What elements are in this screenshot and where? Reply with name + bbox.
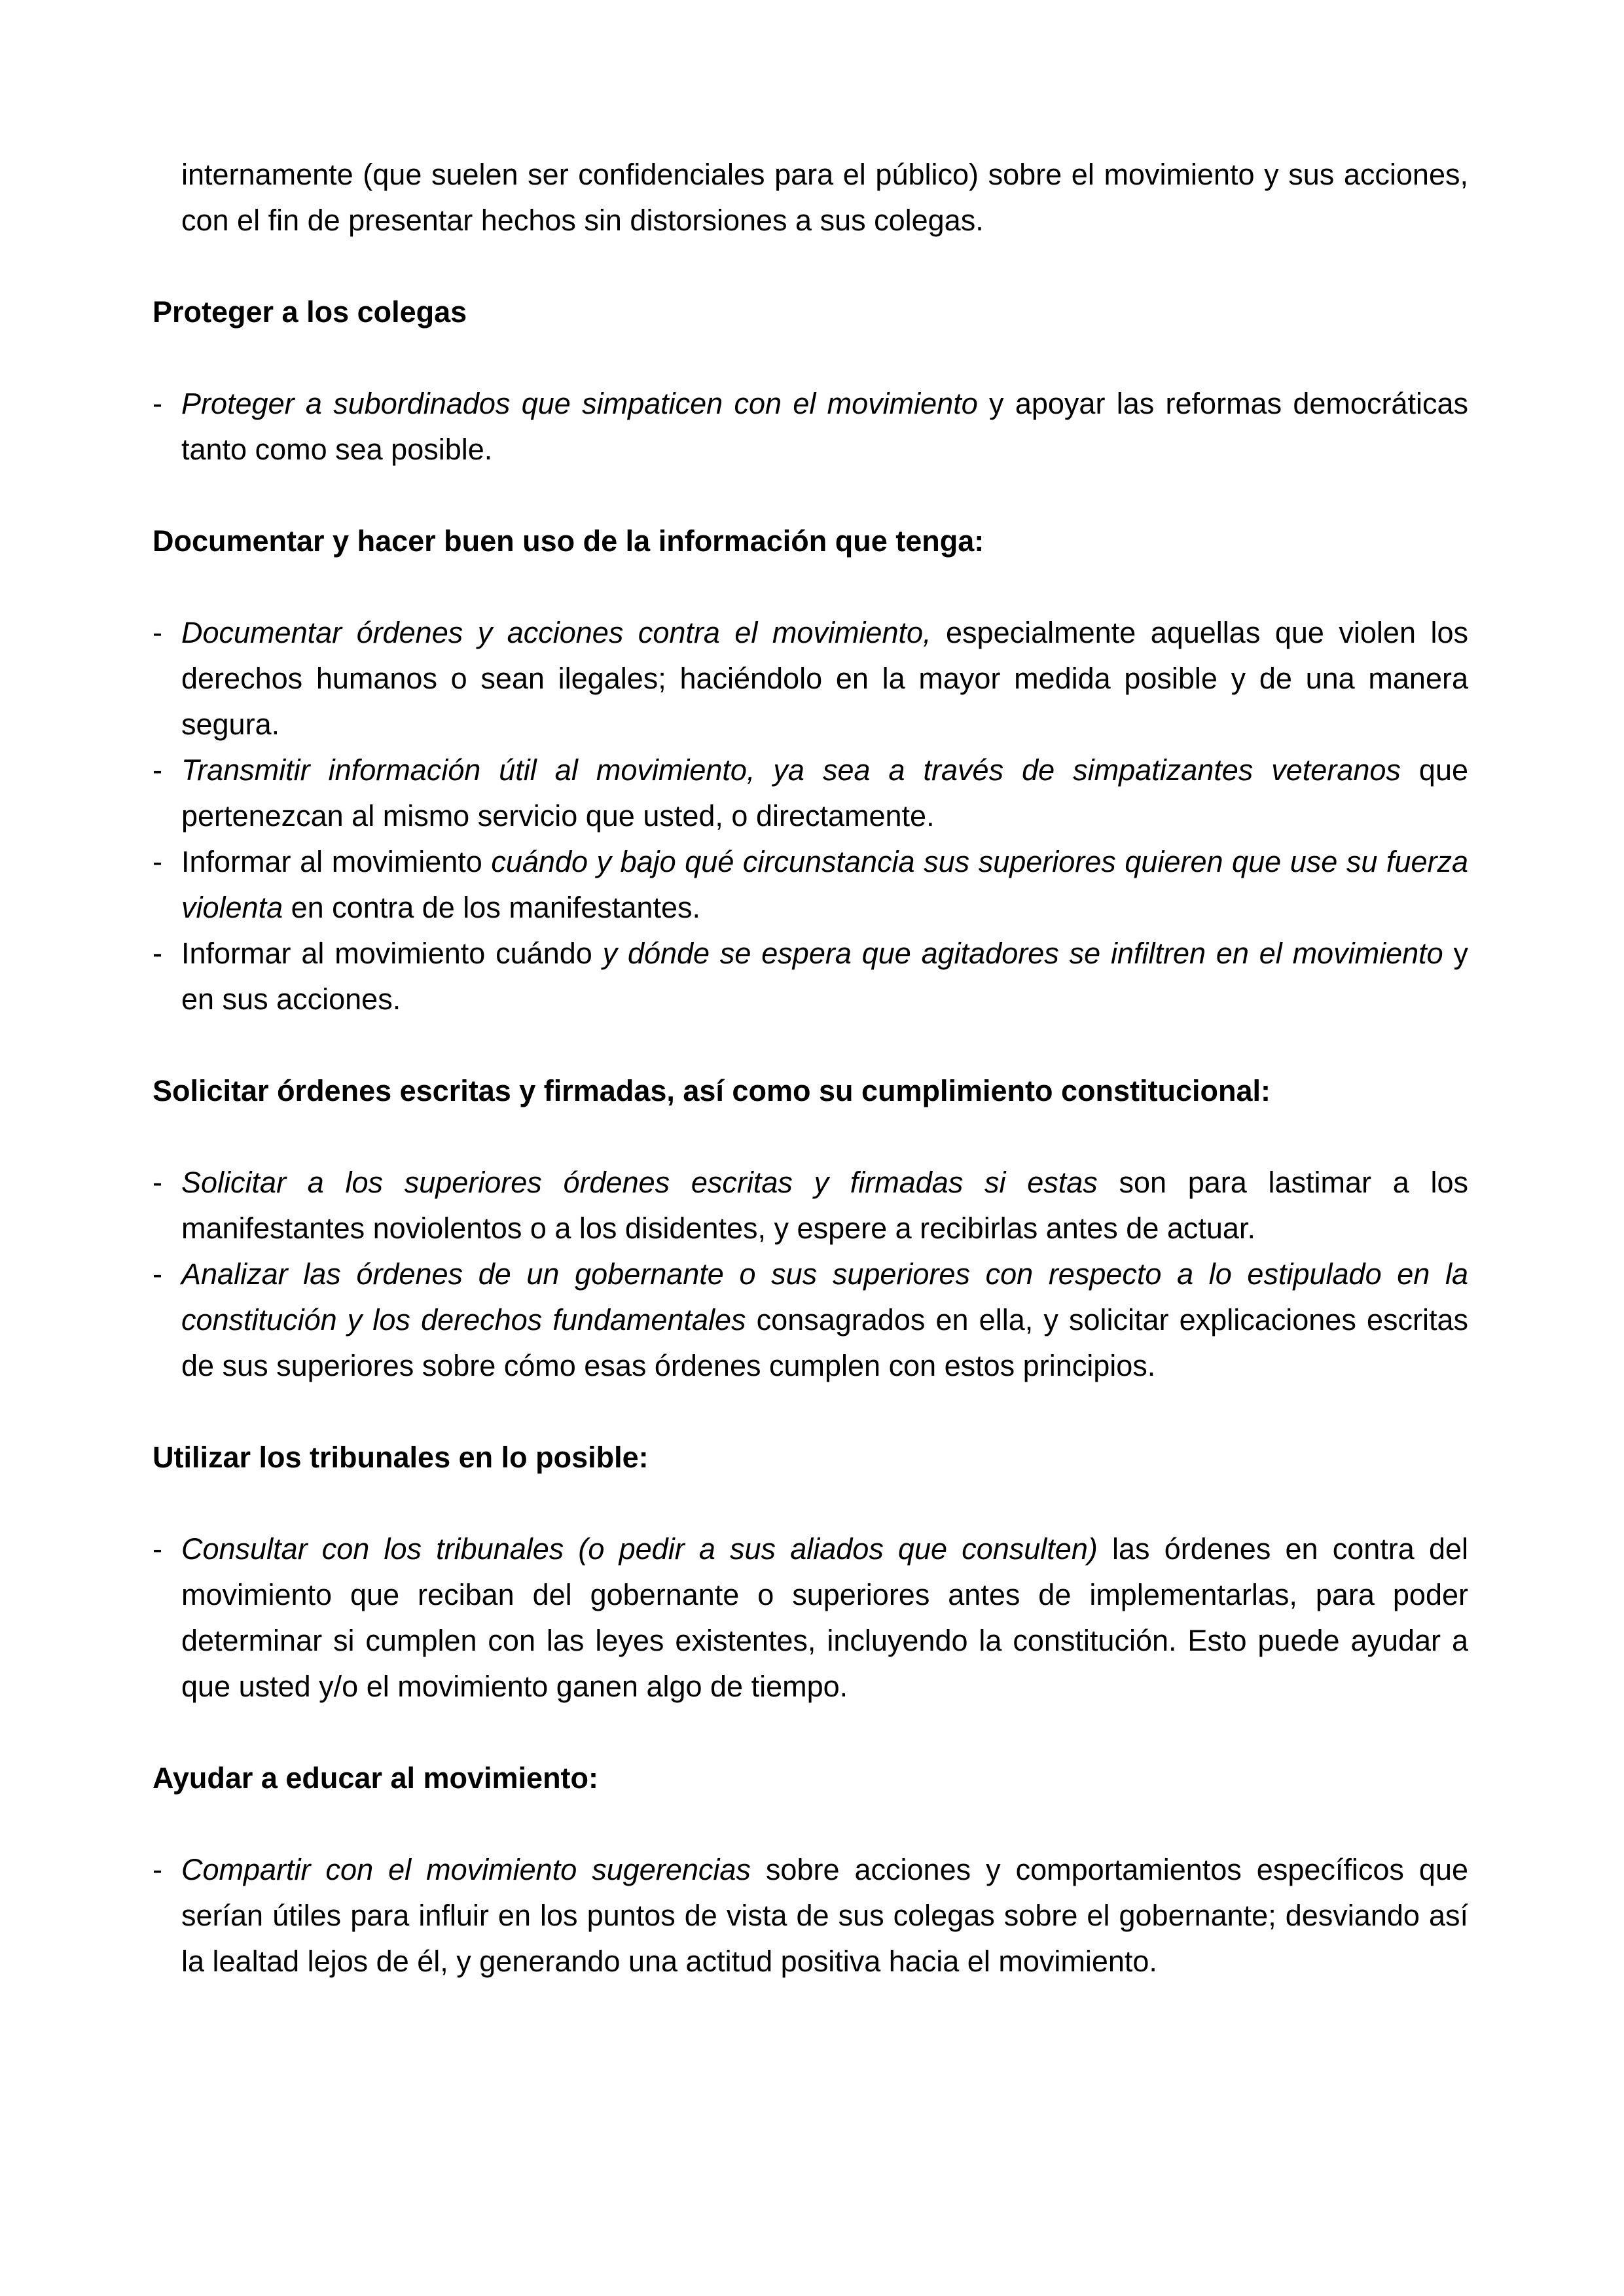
text-run: son para lastimar a los manifestantes noviolentos o a los disidentes, y espere a recibirlas antes de actuar. xyxy=(181,1166,1468,1245)
section-heading: Ayudar a educar al movimiento: xyxy=(153,1761,599,1795)
list-item-text xyxy=(181,1853,1468,1978)
list-item-text xyxy=(181,1166,1468,1245)
list-item-text xyxy=(181,1257,1468,1382)
text-run-italic: Consultar con los tribunales (o pedir a sus aliados que consulten) xyxy=(181,1532,1098,1566)
list-item xyxy=(153,1526,1468,1710)
list-item xyxy=(153,931,1468,1022)
text-run-italic: Compartir con el movimiento sugerencias xyxy=(181,1853,751,1886)
list-item-text xyxy=(181,387,1468,466)
section-heading: Solicitar órdenes escritas y firmadas, así como su cumplimiento constitucional: xyxy=(153,1074,1271,1107)
bullet-dash: - xyxy=(153,387,162,420)
list-item xyxy=(153,747,1468,839)
section-heading: Documentar y hacer buen uso de la información que tenga: xyxy=(153,524,984,558)
list-item xyxy=(153,1847,1468,1984)
list-item xyxy=(153,1160,1468,1251)
text-run: Informar al movimiento xyxy=(181,845,492,878)
bullet-dash: - xyxy=(153,616,162,649)
section-heading: Proteger a los colegas xyxy=(153,295,467,329)
bullet-list xyxy=(153,610,1468,1022)
bullet-list xyxy=(153,1526,1468,1710)
bullet-dash: - xyxy=(153,1853,162,1886)
text-run: y en sus acciones. xyxy=(181,937,1468,1016)
bullet-dash: - xyxy=(153,1257,162,1291)
bullet-list xyxy=(153,1160,1468,1389)
text-run: y apoyar las reformas democráticas tanto como sea posible. xyxy=(181,387,1468,466)
bullet-list xyxy=(153,381,1468,473)
document-body xyxy=(153,152,1468,2030)
list-item xyxy=(153,381,1468,473)
text-run-italic: y dónde se espera que agitadores se infiltren en el movimiento xyxy=(602,937,1443,970)
text-run: las órdenes en contra del movimiento que reciban del gobernante o superiores antes de implementarlas, para poder determinar si cumplen con las leyes existentes, incluyendo la constitución. Esto puede ayudar a que usted y/o el movimiento ganen algo de tiempo. xyxy=(181,1532,1468,1703)
text-run-italic: Documentar órdenes y acciones contra el movimiento, xyxy=(181,616,931,649)
text-run: internamente (que suelen ser confidenciales para el público) sobre el movimiento y sus acciones, con el fin de presentar hechos sin distorsiones a sus colegas. xyxy=(181,158,1468,237)
text-run: consagrados en ella, y solicitar explicaciones escritas de sus superiores sobre cómo esas órdenes cumplen con estos principios. xyxy=(181,1303,1468,1382)
paragraph xyxy=(181,152,1468,243)
list-item-text xyxy=(181,753,1468,833)
bullet-dash: - xyxy=(153,845,162,878)
text-run: especialmente aquellas que violen los derechos humanos o sean ilegales; haciéndolo en la mayor medida posible y de una manera segura. xyxy=(181,616,1469,741)
text-run: Informar al movimiento cuándo xyxy=(181,937,603,970)
text-run-italic: Analizar las órdenes de un gobernante o sus superiores con respecto a lo estipulado en la constitución y los derechos fundamentales xyxy=(181,1257,1468,1336)
text-run: sobre acciones y comportamientos específicos que serían útiles para influir en los puntos de vista de sus colegas sobre el gobernante; desviando así la lealtad lejos de él, y generando una actitud positiva hacia el movimiento. xyxy=(181,1853,1469,1978)
text-run-italic: Solicitar a los superiores órdenes escritas y firmadas si estas xyxy=(181,1166,1098,1199)
list-item-text xyxy=(181,937,1468,1016)
section-heading: Utilizar los tribunales en lo posible: xyxy=(153,1441,649,1474)
text-run-italic: Proteger a subordinados que simpaticen con el movimiento xyxy=(181,387,978,420)
bullet-dash: - xyxy=(153,1532,162,1566)
text-run: que pertenezcan al mismo servicio que usted, o directamente. xyxy=(181,753,1468,833)
list-item xyxy=(153,1251,1468,1389)
text-run-italic: Transmitir información útil al movimiento, ya sea a través de simpatizantes veteranos xyxy=(181,753,1401,787)
list-item xyxy=(153,839,1468,931)
bullet-list xyxy=(153,1847,1468,1984)
bullet-dash: - xyxy=(153,937,162,970)
bullet-dash: - xyxy=(153,753,162,787)
list-item-text xyxy=(181,845,1468,924)
text-run-italic: cuándo y bajo qué circunstancia sus superiores quieren que use su fuerza violenta xyxy=(181,845,1468,924)
bullet-dash: - xyxy=(153,1166,162,1199)
text-run: en contra de los manifestantes. xyxy=(283,891,700,924)
list-item xyxy=(153,610,1468,747)
list-item-text xyxy=(181,616,1468,741)
list-item-text xyxy=(181,1532,1468,1703)
